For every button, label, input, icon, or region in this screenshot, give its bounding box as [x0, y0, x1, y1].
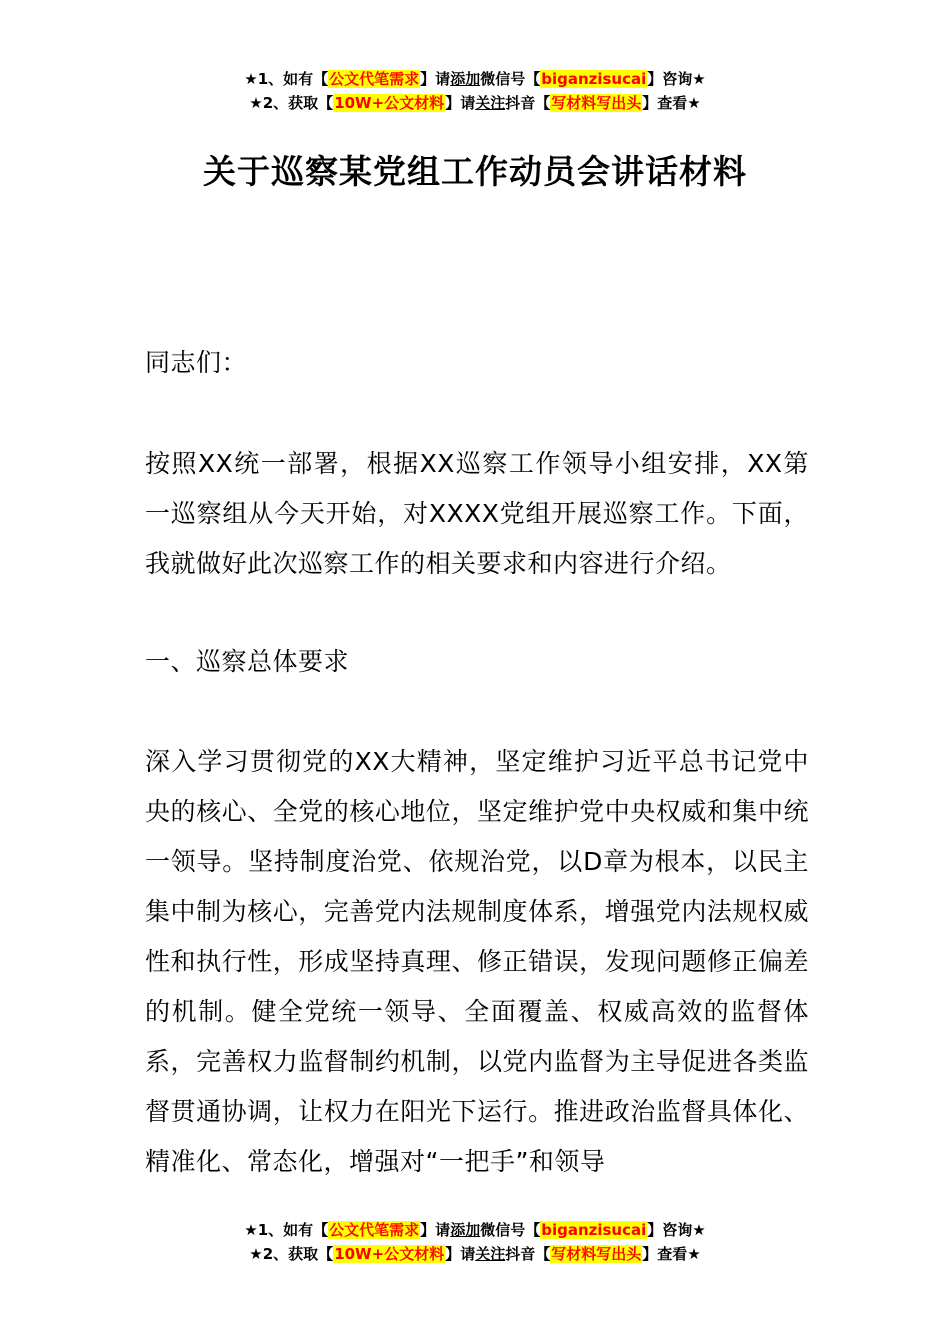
document-title: 关于巡察某党组工作动员会讲话材料: [203, 152, 747, 191]
promo-text: 】请: [420, 1221, 451, 1239]
paragraph-requirements: 深入学习贯彻党的XX大精神，坚定维护习近平总书记党中央的核心、全党的核心地位，坚定维护党中央权威和集中统一领导。坚持制度治党、依规治党，以D章为根本，以民主集中制为核心，完善党内法规制度体系，增强党内法规权威性和执行性，形成坚持真理、修正错误，发现问题修正偏差的机制。健全党统一领导、全面覆盖、权威高效的监督体系，完善权力监督制约机制，以党内监督为主导促进各类监督贯通协调，让权力在阳光下运行。推进政治监督具体化、精准化、常态化，增强对“一把手”和领导: [145, 747, 809, 1176]
promo-text: ★2、获取【: [249, 1245, 334, 1263]
section-heading-1: 一、巡察总体要求: [145, 647, 350, 676]
paragraph-intro: 按照XX统一部署，根据XX巡察工作领导小组安排，XX第一巡察组从今天开始，对XXXX党组开展巡察工作。下面，我就做好此次巡察工作的相关要求和内容进行介绍。: [145, 449, 809, 578]
promo-text: 抖音【: [505, 94, 551, 112]
promo-line-1: [0, 67, 950, 91]
promo-text: ★1、如有【: [244, 1221, 329, 1239]
promo-text: 】请: [445, 1245, 476, 1263]
promo-douyin-id: 写材料写出头: [551, 94, 642, 112]
promo-text: 】查看★: [642, 94, 701, 112]
promo-text: 抖音【: [505, 1245, 551, 1263]
promo-underline: 关注: [475, 94, 506, 112]
footer-promo-banner: [0, 1218, 950, 1266]
promo-highlight: 10W+公文材料: [334, 1245, 445, 1263]
promo-text: 微信号【: [480, 1221, 541, 1239]
promo-wechat-id: biganzisucai: [541, 1221, 647, 1239]
promo-highlight: 公文代笔需求: [329, 70, 420, 88]
promo-text: 微信号【: [480, 70, 541, 88]
promo-underline: 关注: [475, 1245, 506, 1263]
promo-text: 】咨询★: [647, 1221, 706, 1239]
promo-line-2: [0, 91, 950, 115]
promo-text: ★2、获取【: [249, 94, 334, 112]
promo-text: 】请: [445, 94, 476, 112]
promo-highlight: 公文代笔需求: [329, 1221, 420, 1239]
promo-text: 】请: [420, 70, 451, 88]
promo-text: ★1、如有【: [244, 70, 329, 88]
promo-line-1: [0, 1218, 950, 1242]
promo-text: 】查看★: [642, 1245, 701, 1263]
promo-line-2: [0, 1242, 950, 1266]
promo-highlight: 10W+公文材料: [334, 94, 445, 112]
greeting: 同志们：: [145, 348, 248, 377]
promo-underline: 添加: [450, 1221, 481, 1239]
header-promo-banner: [0, 67, 950, 115]
promo-douyin-id: 写材料写出头: [551, 1245, 642, 1263]
promo-wechat-id: biganzisucai: [541, 70, 647, 88]
promo-text: 】咨询★: [647, 70, 706, 88]
promo-underline: 添加: [450, 70, 481, 88]
